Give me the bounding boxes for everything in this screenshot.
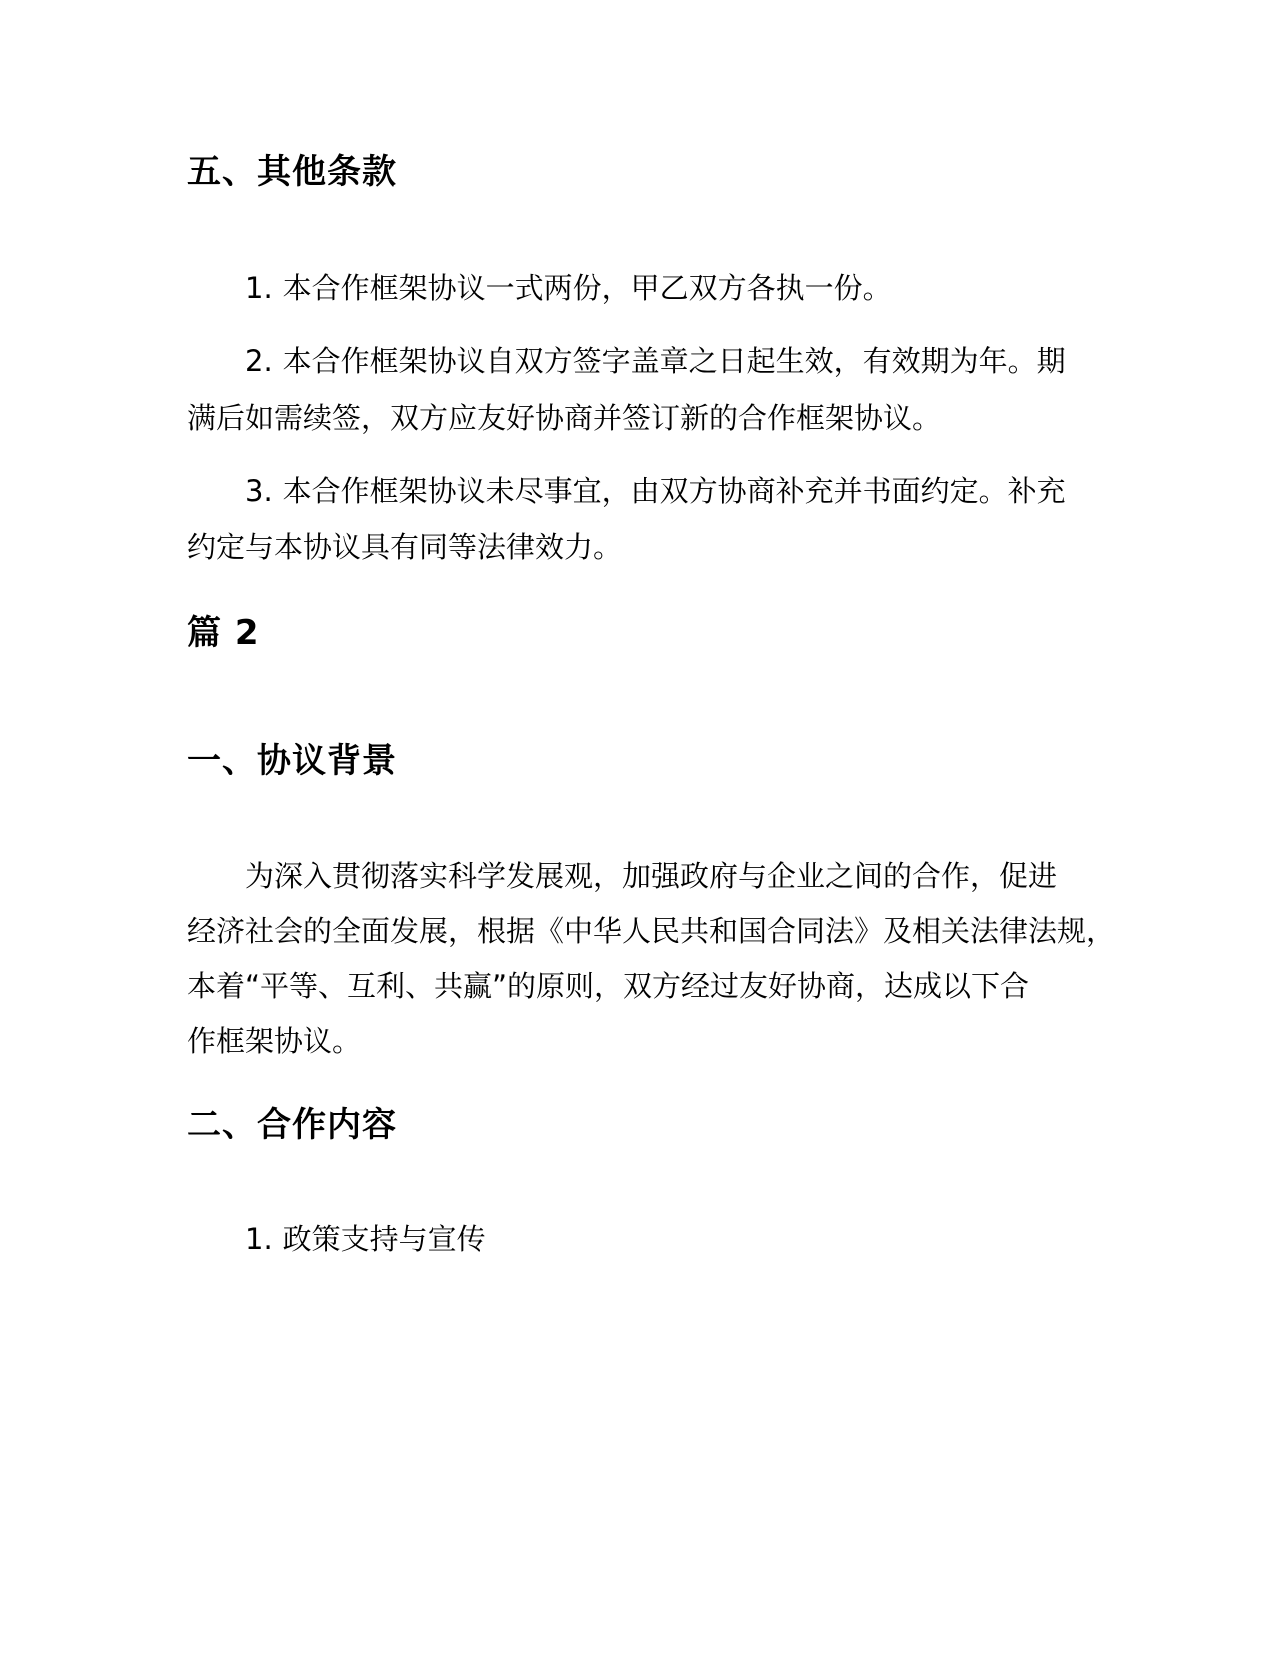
cooperation-item-1	[245, 1211, 1145, 1268]
clause-1	[245, 260, 1145, 317]
clause-2-line-1	[245, 333, 1145, 390]
part-title: 篇 2	[187, 613, 260, 653]
clause-number: 1.	[245, 271, 273, 305]
background-line-1: 为深入贯彻落实科学发展观，加强政府与企业之间的合作，促进	[245, 859, 1058, 893]
clause-text: 本合作框架协议未尽事宜，由双方协商补充并书面约定。补充	[282, 474, 1066, 508]
clause-2-line-2: 满后如需续签，双方应友好协商并签订新的合作框架协议。	[187, 401, 942, 435]
section-heading-cooperation: 二、合作内容	[187, 1105, 397, 1145]
background-line-3: 本着“平等、互利、共赢”的原则，双方经过友好协商，达成以下合	[187, 969, 1030, 1003]
clause-text: 本合作框架协议一式两份，甲乙双方各执一份。	[282, 271, 892, 305]
clause-3-line-2: 约定与本协议具有同等法律效力。	[187, 530, 623, 564]
background-line-4: 作框架协议。	[187, 1024, 362, 1058]
item-number: 1.	[245, 1222, 273, 1256]
item-text: 政策支持与宣传	[282, 1222, 486, 1256]
clause-3-line-1	[245, 463, 1145, 520]
clause-number: 3.	[245, 474, 273, 508]
clause-text: 本合作框架协议自双方签字盖章之日起生效，有效期为年。期	[282, 344, 1066, 378]
section-heading-other-terms: 五、其他条款	[187, 152, 397, 192]
background-line-2: 经济社会的全面发展，根据《中华人民共和国合同法》及相关法律法规，	[187, 914, 1116, 948]
clause-number: 2.	[245, 344, 273, 378]
section-heading-background: 一、协议背景	[187, 741, 397, 781]
